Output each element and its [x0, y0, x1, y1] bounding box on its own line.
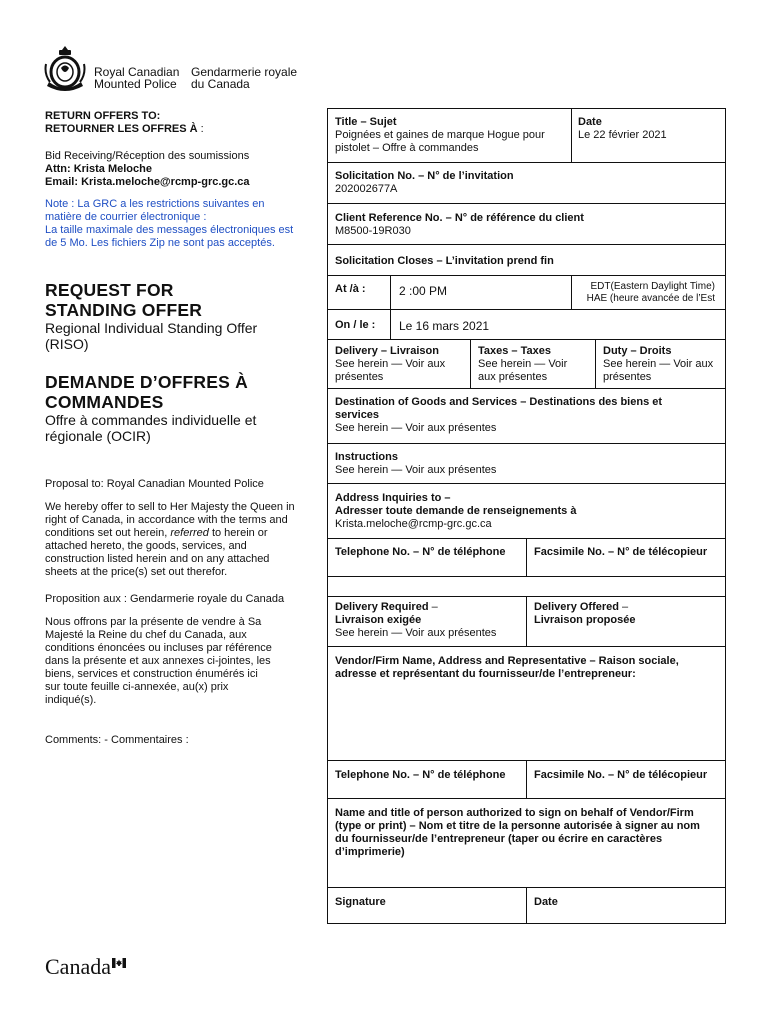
return-offers-fr-colon: :	[197, 123, 204, 135]
subtitle-en	[45, 320, 310, 352]
subtitle-fr	[45, 412, 310, 444]
duty-field	[596, 343, 725, 384]
title-en-line: STANDING OFFER	[45, 300, 203, 320]
offer-en-referred: referred	[170, 527, 209, 539]
destination-row	[328, 388, 725, 443]
attn-line: Attn: Krista Meloche	[45, 163, 152, 175]
offer-en-line: We hereby offer to sell to Her Majesty the Queen in	[45, 501, 295, 513]
telephone2-label: Telephone No. – N° de téléphone	[335, 769, 506, 781]
timezone-fr: HAE (heure avancée de l’Est	[586, 293, 715, 304]
client-ref-row	[328, 203, 725, 244]
duty-label: Duty – Droits	[603, 345, 672, 357]
duty-value: présentes	[603, 371, 652, 383]
instructions-field	[328, 449, 502, 477]
delivery-value: présentes	[335, 371, 384, 383]
offer-en-fragment: conditions set out herein,	[45, 527, 171, 539]
delivery-required-label	[335, 601, 521, 614]
taxes-field	[471, 343, 599, 384]
rcmp-crest-logo	[44, 44, 86, 94]
client-ref-label: Client Reference No. – N° de référence du client	[335, 212, 584, 224]
closes-label: Solicitation Closes – L’invitation prend fin	[335, 255, 554, 267]
destination-value: See herein — Voir aux présentes	[335, 422, 497, 434]
address-field	[328, 490, 582, 531]
address-row	[328, 483, 725, 538]
client-ref-field	[328, 210, 590, 238]
on-label: On / le :	[335, 319, 376, 331]
agency-signature	[94, 66, 297, 90]
note-line: La taille maximale des messages électroniques est	[45, 224, 294, 236]
fax2-label: Facsimile No. – N° de télécopieur	[534, 769, 708, 781]
offer-fr-line: sur toute feuille ci-annexée, au(x) prix	[45, 681, 229, 693]
offer-en-fragment: to herein or	[208, 527, 268, 539]
agency-en-line1: Royal Canadian	[94, 65, 180, 79]
authorized-line: d’imprimerie)	[335, 846, 405, 858]
fax-label: Facsimile No. – N° de télécopieur	[534, 546, 708, 558]
title-value: Poignées et gaines de marque Hogue pour	[335, 129, 545, 141]
offer-fr	[45, 616, 310, 707]
return-offers-fr	[45, 123, 310, 136]
title-label: Title – Sujet	[335, 116, 397, 128]
authorized-line: du fournisseur/de l’entrepreneur (taper ou écrire en caractères	[335, 833, 663, 845]
canada-wordmark	[45, 955, 126, 979]
instructions-label: Instructions	[335, 451, 398, 463]
title-fr	[45, 372, 310, 412]
solicitation-value: 202002677A	[335, 183, 398, 195]
destination-label: services	[335, 409, 380, 421]
proposal-en: Proposal to: Royal Canadian Mounted Police	[45, 478, 264, 490]
vendor-row	[328, 646, 725, 760]
comments-label: Comments: - Commentaires :	[45, 734, 189, 746]
delivery-offered-dash: –	[618, 601, 629, 613]
delivery-required-en: Delivery Required	[335, 601, 429, 613]
timezone	[571, 279, 725, 305]
bid-receiving: Bid Receiving/Réception des soumissions	[45, 150, 250, 162]
on-row	[328, 309, 725, 339]
delivery-required-value: See herein — Voir aux présentes	[335, 627, 497, 639]
title-value: pistolet – Offre à commandes	[335, 142, 479, 154]
offer-en-line: sheets at the price(s) set out therefor.	[45, 566, 228, 578]
title-fr-line: COMMANDES	[45, 392, 164, 412]
canada-wordmark-text: Canada	[45, 954, 111, 979]
delivery-offered-label	[534, 601, 635, 614]
agency-fr-line2: du Canada	[191, 77, 250, 91]
instructions-value: See herein — Voir aux présentes	[335, 464, 497, 476]
delivery-offered-field	[527, 599, 641, 627]
note-line: Note : La GRC a les restrictions suivantes en	[45, 198, 265, 210]
solicitation-field	[328, 168, 520, 196]
authorized-line: Name and title of person authorized to sign on behalf of Vendor/Firm	[335, 807, 694, 819]
at-row	[328, 275, 725, 309]
note-line: matière de courrier électronique :	[45, 211, 207, 223]
canada-flag-icon	[112, 958, 126, 968]
closes-row	[328, 244, 725, 275]
vendor-label: Vendor/Firm Name, Address and Representative – Raison sociale,	[335, 655, 679, 667]
address-label: Address Inquiries to –	[335, 492, 451, 504]
authorized-line: (type or print) – Nom et titre de la personne autorisée à signer au nom	[335, 820, 700, 832]
delivery-label: Delivery – Livraison	[335, 345, 439, 357]
title-fr-line: DEMANDE D’OFFRES À	[45, 372, 248, 392]
authorized-row	[328, 798, 725, 887]
subtitle-en-line: Regional Individual Standing Offer	[45, 320, 258, 336]
return-offers-en: RETURN OFFERS TO:	[45, 110, 161, 122]
delivery-offered-fr: Livraison proposée	[534, 614, 636, 626]
date-field	[571, 114, 725, 142]
phone-fax-row	[328, 538, 725, 576]
duty-value: See herein — Voir aux	[603, 358, 714, 370]
address-value: Krista.meloche@rcmp-grc.gc.ca	[335, 518, 492, 530]
taxes-value: aux présentes	[478, 371, 548, 383]
divider	[390, 310, 391, 340]
delivery-field	[328, 343, 471, 384]
taxes-value: See herein — Voir	[478, 358, 568, 370]
destination-label: Destination of Goods and Services – Destinations des biens et	[335, 396, 663, 408]
delivery-offered-en: Delivery Offered	[534, 601, 619, 613]
divider	[390, 276, 391, 310]
title-en-line: REQUEST FOR	[45, 280, 174, 300]
delivery-required-field	[328, 599, 527, 640]
signature-label: Signature	[335, 896, 386, 908]
vendor-label: adresse et représentant du fournisseur/de l’entrepreneur:	[335, 668, 636, 680]
date2-label: Date	[534, 896, 558, 908]
client-ref-value: M8500-19R030	[335, 225, 411, 237]
offer-fr-line: biens, services et construction énumérés ici	[45, 668, 258, 680]
proposal-fr: Proposition aux : Gendarmerie royale du Canada	[45, 593, 285, 605]
email-note	[45, 198, 310, 250]
spacer-row	[328, 576, 725, 596]
date-label: Date	[578, 116, 602, 128]
address-label: Adresser toute demande de renseignements à	[335, 505, 577, 517]
at-label: At /à :	[335, 283, 366, 295]
title-field	[328, 114, 574, 155]
offer-fr-line: conditions énoncées ou incluses par référence	[45, 642, 272, 654]
offer-en-line: construction listed herein and on any attached	[45, 553, 270, 565]
telephone-label: Telephone No. – N° de téléphone	[335, 546, 506, 558]
signature-row	[328, 887, 725, 923]
destination-field	[328, 394, 668, 435]
offer-en-line	[45, 527, 310, 540]
delivery-required-row	[328, 596, 725, 646]
offer-fr-line: Nous offrons par la présente de vendre à Sa	[45, 616, 262, 628]
offer-fr-line: indiqué(s).	[45, 694, 97, 706]
offer-fr-line: dans la présente et aux annexes ci-jointes, les	[45, 655, 271, 667]
delivery-value: See herein — Voir aux	[335, 358, 446, 370]
offer-fr-line: Majesté la Reine du chef du Canada, aux	[45, 629, 247, 641]
title-date-row	[328, 109, 725, 162]
offer-en-line: attached hereto, the goods, services, and	[45, 540, 247, 552]
solicitation-row	[328, 162, 725, 203]
left-column	[45, 108, 310, 747]
agency-fr-line1: Gendarmerie royale	[191, 65, 298, 79]
email-line: Email: Krista.meloche@rcmp-grc.gc.ca	[45, 176, 250, 188]
offer-form	[327, 108, 726, 924]
on-value: Le 16 mars 2021	[399, 319, 490, 333]
delivery-required-fr: Livraison exigée	[335, 614, 422, 626]
offer-en	[45, 501, 310, 579]
note-line: de 5 Mo. Les fichiers Zip ne sont pas acceptés.	[45, 237, 275, 249]
title-en	[45, 280, 310, 320]
return-offers-fr-text: RETOURNER LES OFFRES À	[45, 123, 198, 135]
subtitle-en-line: (RISO)	[45, 336, 89, 352]
taxes-label: Taxes – Taxes	[478, 345, 551, 357]
instructions-row	[328, 443, 725, 483]
offer-en-line: right of Canada, in accordance with the terms and	[45, 514, 288, 526]
delivery-taxes-duty-row	[328, 339, 725, 388]
at-value: 2 :00 PM	[399, 284, 448, 298]
agency-en-line2: Mounted Police	[94, 77, 177, 91]
subtitle-fr-line: Offre à commandes individuelle et	[45, 412, 257, 428]
vendor-field	[328, 653, 685, 681]
subtitle-fr-line: régionale (OCIR)	[45, 428, 151, 444]
date-value: Le 22 février 2021	[578, 129, 667, 141]
authorized-label	[328, 805, 706, 859]
solicitation-label: Solicitation No. – N° de l’invitation	[335, 170, 514, 182]
phone-fax-row-2	[328, 760, 725, 798]
delivery-required-dash: –	[428, 601, 438, 613]
timezone-en: EDT(Eastern Daylight Time)	[590, 281, 715, 292]
